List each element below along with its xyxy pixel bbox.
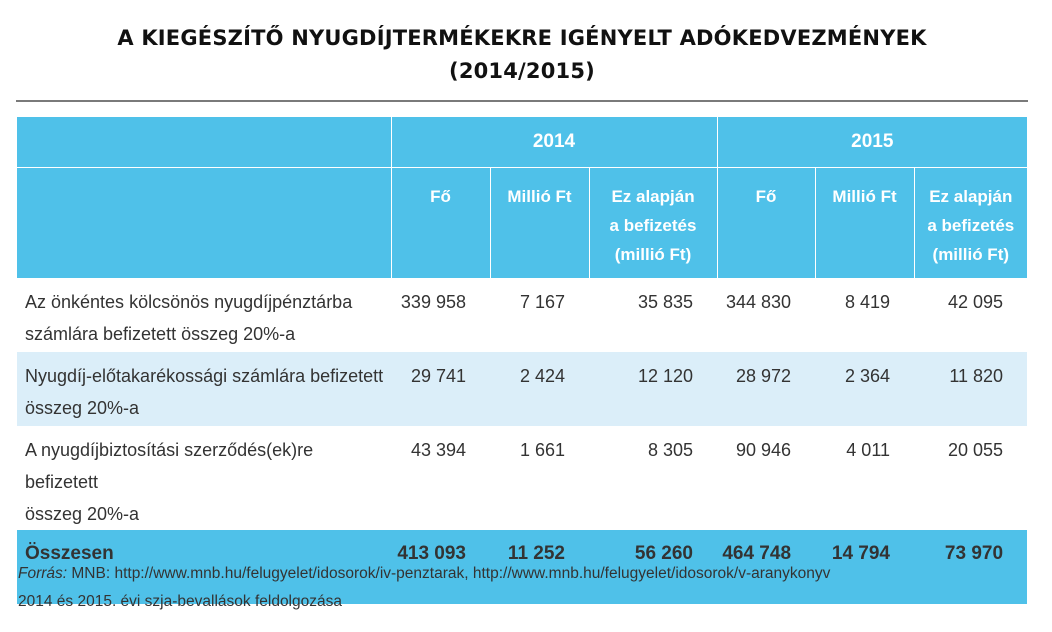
row-label: Az önkéntes kölcsönös nyugdíjpénztárba számlára befizetett összeg 20%-a — [17, 278, 391, 352]
column-header-row — [17, 168, 1027, 278]
total-value: 56 260 — [589, 530, 717, 604]
cell-value: 42 095 — [914, 278, 1027, 352]
year-2014-header: 2014 — [391, 117, 717, 168]
col-million-2015: Millió Ft — [815, 168, 914, 278]
cell-value: 11 820 — [914, 352, 1027, 426]
total-value: 464 748 — [717, 530, 815, 604]
cell-value: 8 305 — [589, 426, 717, 530]
title-line-1: A KIEGÉSZÍTŐ NYUGDÍJTERMÉKEKRE IGÉNYELT ADÓKEDVEZMÉNYEK — [117, 26, 927, 50]
cell-value: 28 972 — [717, 352, 815, 426]
cell-value: 90 946 — [717, 426, 815, 530]
col-million-2014: Millió Ft — [490, 168, 589, 278]
cell-value: 2 364 — [815, 352, 914, 426]
cell-value: 8 419 — [815, 278, 914, 352]
table-row — [17, 426, 1027, 530]
total-value: 73 970 — [914, 530, 1027, 604]
title-divider — [16, 100, 1028, 102]
table-row — [17, 278, 1027, 352]
row-label: Nyugdíj-előtakarékossági számlára befizetett összeg 20%-a — [17, 352, 391, 426]
col-basis-2015: Ez alapján a befizetés (millió Ft) — [914, 168, 1027, 278]
row-label: A nyugdíjbiztosítási szerződés(ek)re befizetett összeg 20%-a — [17, 426, 391, 530]
col-persons-2014: Fő — [391, 168, 490, 278]
total-label: Összesen — [17, 530, 391, 604]
cell-value: 1 661 — [490, 426, 589, 530]
source-links: MNB: http://www.mnb.hu/felugyelet/idosorok/iv-penztarak, http://www.mnb.hu/felugyelet/idosorok/v-aranykonyv — [67, 565, 831, 582]
tax-relief-table — [17, 117, 1027, 604]
total-value: 14 794 — [815, 530, 914, 604]
year-header-row — [17, 117, 1027, 168]
cell-value: 339 958 — [391, 278, 490, 352]
source-line-1 — [18, 560, 1028, 588]
table-row — [17, 352, 1027, 426]
cell-value: 12 120 — [589, 352, 717, 426]
total-value: 413 093 — [391, 530, 490, 604]
source-prefix: Forrás: — [18, 565, 68, 582]
col-persons-2015: Fő — [717, 168, 815, 278]
source-line-2: 2014 és 2015. évi szja-bevallások feldolgozása — [18, 593, 342, 610]
year-2015-header: 2015 — [717, 117, 1027, 168]
cell-value: 344 830 — [717, 278, 815, 352]
cell-value: 2 424 — [490, 352, 589, 426]
cell-value: 20 055 — [914, 426, 1027, 530]
col-basis-2014: Ez alapján a befizetés (millió Ft) — [589, 168, 717, 278]
header-label-cell — [17, 168, 391, 278]
cell-value: 29 741 — [391, 352, 490, 426]
source-note — [18, 560, 1028, 616]
title-line-2: (2014/2015) — [449, 59, 595, 83]
cell-value: 43 394 — [391, 426, 490, 530]
header-corner — [17, 117, 391, 168]
cell-value: 4 011 — [815, 426, 914, 530]
cell-value: 35 835 — [589, 278, 717, 352]
total-value: 11 252 — [490, 530, 589, 604]
page-title — [16, 22, 1028, 88]
cell-value: 7 167 — [490, 278, 589, 352]
